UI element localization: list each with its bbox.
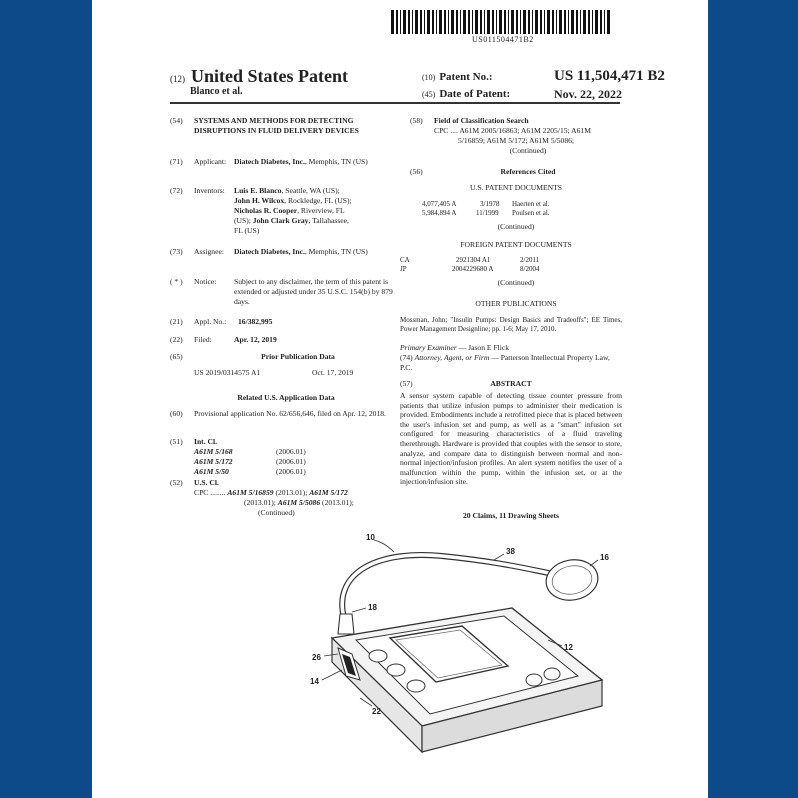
barcode-bar [403, 10, 406, 34]
barcode-bar [580, 10, 581, 34]
field-code: (57) [400, 379, 413, 388]
barcode-bar [444, 10, 446, 34]
other-publication: Mossman, John; "Insulin Pumps: Design Basics and Tradeoffs"; EE Times, Power Management Designline; pp. 1-6; May 17, 2010. [400, 316, 622, 333]
prior-publication-date: Oct. 17, 2019 [312, 368, 354, 377]
cpc-line: CPC .... A61M 2005/16863; A61M 2205/15; A61M [434, 126, 591, 135]
int-cl-version: (2006.01) [276, 467, 306, 476]
barcode-bar [468, 10, 470, 34]
int-cl-class: A61M 5/168 [194, 447, 233, 456]
barcode-bar [427, 10, 430, 34]
barcode-bar [460, 10, 461, 34]
cpc-line: 5/16859; A61M 5/172; A61M 5/5086; [458, 136, 575, 145]
field-code: ( * ) [170, 277, 183, 286]
cpc-class: A61M 5/16859 [227, 488, 274, 497]
inventor-name: John H. Wilcox [234, 196, 285, 205]
inventor-name: Nicholas R. Cooper [234, 206, 298, 215]
cpc-label: CPC ........ [194, 488, 226, 497]
examiner-label: Primary Examiner [400, 343, 457, 352]
continued-note: (Continued) [497, 278, 535, 287]
field-54 [170, 116, 402, 148]
us-doc-date: 3/1978 [480, 200, 500, 208]
barcode-bar [456, 10, 458, 34]
inventor-name: John Clark Gray [252, 216, 309, 225]
filed-date: Apr. 12, 2019 [234, 335, 277, 344]
barcode-bar [439, 10, 442, 34]
barcode-bar [552, 10, 554, 34]
patent-drawing [272, 530, 632, 770]
cpc-class: A61M 5/172 [309, 488, 348, 497]
foreign-doc-number: 2004229680 A [452, 265, 494, 273]
foreign-doc-number: 2921304 A1 [456, 256, 491, 264]
barcode-bar [463, 10, 466, 34]
drawing-label: 38 [506, 547, 515, 556]
field-code: (65) [170, 352, 183, 361]
drawing-label: 14 [310, 677, 319, 686]
examiner-block [400, 343, 622, 373]
barcode-bar [556, 10, 557, 34]
patent-number-label: Patent No.: [439, 71, 493, 83]
field-label: Applicant: [194, 157, 227, 166]
invention-title: SYSTEMS AND METHODS FOR DETECTING DISRUPTIONS IN FLUID DELIVERY DEVICES [194, 116, 359, 135]
continued-note: (Continued) [258, 508, 295, 517]
field-code: (51) [170, 437, 183, 446]
int-cl-version: (2006.01) [276, 457, 306, 466]
barcode-bar [492, 10, 494, 34]
field-code: (72) [170, 186, 183, 195]
drawing-label: 10 [366, 533, 375, 542]
cpc-version: (2013.01); [244, 498, 278, 507]
barcode-bar [391, 10, 394, 34]
inventor-location: , Seattle, WA (US); [281, 186, 340, 195]
foreign-docs-title: FOREIGN PATENT DOCUMENTS [460, 240, 572, 249]
abstract-title: ABSTRACT [490, 379, 532, 388]
barcode-bar [484, 10, 485, 34]
field-code: (56) [410, 167, 423, 176]
barcode-bar [604, 10, 605, 34]
cpc-class: A61M 5/5086 [277, 498, 321, 507]
continued-note: (Continued) [497, 222, 535, 231]
barcode-bar [487, 10, 490, 34]
int-cl-version: (2006.01) [276, 447, 306, 456]
field-label: U.S. Cl. [194, 478, 219, 487]
barcode-bar [396, 10, 398, 34]
patent-number: US 11,504,471 B2 [554, 68, 665, 84]
drawing-label: 18 [368, 603, 377, 612]
field-label: Inventors: [194, 186, 225, 195]
barcode-bar [564, 10, 566, 34]
drawing-label: 26 [312, 653, 321, 662]
barcode-bar [592, 10, 593, 34]
int-cl-class: A61M 5/50 [194, 467, 229, 476]
field-code: (54) [170, 116, 183, 125]
foreign-doc-date: 8/2004 [520, 265, 540, 273]
field-code: (60) [170, 409, 183, 418]
field-label: Filed: [194, 335, 212, 344]
barcode-bar [480, 10, 482, 34]
notice-text: Subject to any disclaimer, the term of this patent is extended or adjusted under 35 U.S.C. 154(b) by 879 days. [234, 277, 393, 306]
patent-authors: Blanco et al. [190, 86, 243, 97]
barcode-bar [412, 10, 413, 34]
barcode-bar [583, 10, 586, 34]
barcode-bar [588, 10, 590, 34]
barcode-bar [595, 10, 598, 34]
patent-number-row [422, 68, 692, 84]
barcode-bar [523, 10, 526, 34]
barcode-bar [420, 10, 422, 34]
barcode-bar [600, 10, 602, 34]
drawing-label: 22 [372, 707, 381, 716]
barcode-bar [415, 10, 418, 34]
abstract-text: A sensor system capable of detecting tissue counter pressure from patients that utilize infusion pumps to administer their medication is provided. Embodiments include a retrofitted piece that is placed between the user's infusion set and pump, as well as a "smart" infusion set configured for measuring characteristics of a fluid traveling therethrough. Hardware is provided that couples with the sensor to store, analyze, and compare data to distinguish between normal and non-normal injection/infusion profiles. An alert system notifies the user of a malfunction within the pump, within the infusion set, or at the injection/infusion site. [400, 391, 622, 487]
barcode-bar [508, 10, 509, 34]
patent-date: Nov. 22, 2022 [554, 87, 623, 101]
barcode-bar [408, 10, 410, 34]
barcode-bar [559, 10, 562, 34]
inventors-list [234, 186, 402, 236]
assignee-name: Diatech Diabetes, Inc. [234, 247, 305, 256]
barcode-bar [511, 10, 514, 34]
continued-note: (Continued) [509, 146, 547, 155]
field-code-12: (12) [170, 74, 185, 84]
inventor-location: (US); [234, 216, 253, 225]
barcode-bar [400, 10, 401, 34]
int-cl-row [194, 467, 402, 477]
us-doc-number: 5,984,894 A [422, 209, 457, 217]
cpc-version: (2013.01); [273, 488, 310, 497]
field-72 [170, 186, 402, 238]
patent-date-label: Date of Patent: [439, 88, 511, 100]
barcode-bar [544, 10, 545, 34]
field-65 [170, 352, 402, 362]
classification-search [434, 126, 622, 158]
drawing-label: 12 [564, 643, 573, 652]
us-doc-number: 4,077,405 A [422, 200, 457, 208]
field-57 [400, 379, 622, 389]
barcode-bar [472, 10, 473, 34]
field-code-10: (10) [422, 73, 436, 82]
field-code-45: (45) [422, 90, 436, 99]
prior-publication-number: US 2019/0314575 A1 [194, 368, 261, 377]
us-doc-date: 11/1999 [476, 209, 499, 217]
barcode-bar [475, 10, 478, 34]
inventor-location: , Tallahassee, [308, 216, 349, 225]
barcode-bar [448, 10, 449, 34]
field-code: (22) [170, 335, 183, 344]
examiner-name: — Jason E Flick [456, 343, 510, 352]
barcode-bar [568, 10, 569, 34]
field-21 [170, 317, 402, 327]
us-docs-title: U.S. PATENT DOCUMENTS [470, 183, 562, 192]
inventor-location: , Rockledge, FL (US); [284, 196, 352, 205]
inventor-location: FL (US) [234, 226, 260, 235]
inventor-name: Luis E. Blanco [234, 186, 282, 195]
int-cl-class: A61M 5/172 [194, 457, 233, 466]
prior-publication-title: Prior Publication Data [261, 352, 335, 361]
barcode-bar [436, 10, 437, 34]
barcode-bar [499, 10, 502, 34]
cpc-version: (2013.01); [320, 498, 354, 507]
foreign-doc-country: JP [400, 265, 407, 273]
patent-page [92, 0, 708, 798]
other-publications-title: OTHER PUBLICATIONS [475, 299, 557, 308]
field-label: Int. Cl. [194, 437, 217, 446]
us-cl-cpc [194, 488, 404, 522]
barcode-bar [547, 10, 550, 34]
drawing-label: 16 [600, 553, 609, 562]
us-doc-name: Haerten et al. [512, 200, 550, 208]
barcode-bar [496, 10, 497, 34]
int-cl-row [194, 457, 402, 467]
field-56 [410, 167, 622, 177]
related-data-title: Related U.S. Application Data [237, 393, 335, 402]
field-71 [170, 157, 402, 179]
patent-date-row [422, 88, 692, 100]
field-73 [170, 247, 402, 269]
field-label: Assignee: [194, 247, 224, 256]
patent-title-line [170, 66, 348, 87]
barcode-bar [532, 10, 533, 34]
barcode-bar [607, 10, 610, 34]
field-60 [170, 409, 402, 431]
barcode-bar [528, 10, 530, 34]
barcode [391, 10, 611, 34]
barcode-bar [571, 10, 574, 34]
attorney-name: — Patterson Intellectual Property Law, P.C. [400, 353, 610, 372]
field-label: Notice: [194, 277, 217, 286]
field-label: Field of Classification Search [434, 116, 529, 125]
barcode-bar [576, 10, 578, 34]
barcode-bar [535, 10, 538, 34]
applicant-location: , Memphis, TN (US) [304, 157, 368, 166]
inventor-location: , Riverview, FL [297, 206, 345, 215]
field-22 [170, 335, 402, 345]
provisional-application: Provisional application No. 62/656,646, filed on Apr. 12, 2018. [194, 409, 386, 418]
int-cl-table [194, 447, 402, 477]
foreign-doc-country: CA [400, 256, 410, 264]
barcode-bar [432, 10, 434, 34]
field-code: (74) [400, 353, 413, 362]
field-code: (52) [170, 478, 183, 487]
assignee-location: , Memphis, TN (US) [304, 247, 368, 256]
barcode-bar [451, 10, 454, 34]
application-number: 16/382,995 [238, 317, 273, 326]
patent-title: United States Patent [191, 66, 348, 86]
barcode-bar [504, 10, 506, 34]
barcode-bar [540, 10, 542, 34]
prior-publication-row [194, 368, 402, 378]
field-notice [170, 277, 402, 309]
barcode-bar [520, 10, 521, 34]
field-code: (21) [170, 317, 183, 326]
int-cl-row [194, 447, 402, 457]
field-code: (71) [170, 157, 183, 166]
barcode-bar [516, 10, 518, 34]
attorney-label: Attorney, Agent, or Firm [414, 353, 490, 362]
barcode-bar [424, 10, 425, 34]
field-label: Appl. No.: [194, 317, 227, 326]
references-title: References Cited [500, 167, 556, 176]
applicant-name: Diatech Diabetes, Inc. [234, 157, 305, 166]
foreign-doc-date: 2/2011 [520, 256, 540, 264]
field-52 [170, 478, 402, 488]
field-code: (73) [170, 247, 183, 256]
barcode-number: US011504471B2 [472, 35, 534, 44]
header-rule [170, 102, 620, 104]
us-doc-name: Poulsen et al. [512, 209, 550, 217]
field-code: (58) [410, 116, 423, 125]
claims-summary: 20 Claims, 11 Drawing Sheets [463, 511, 559, 520]
